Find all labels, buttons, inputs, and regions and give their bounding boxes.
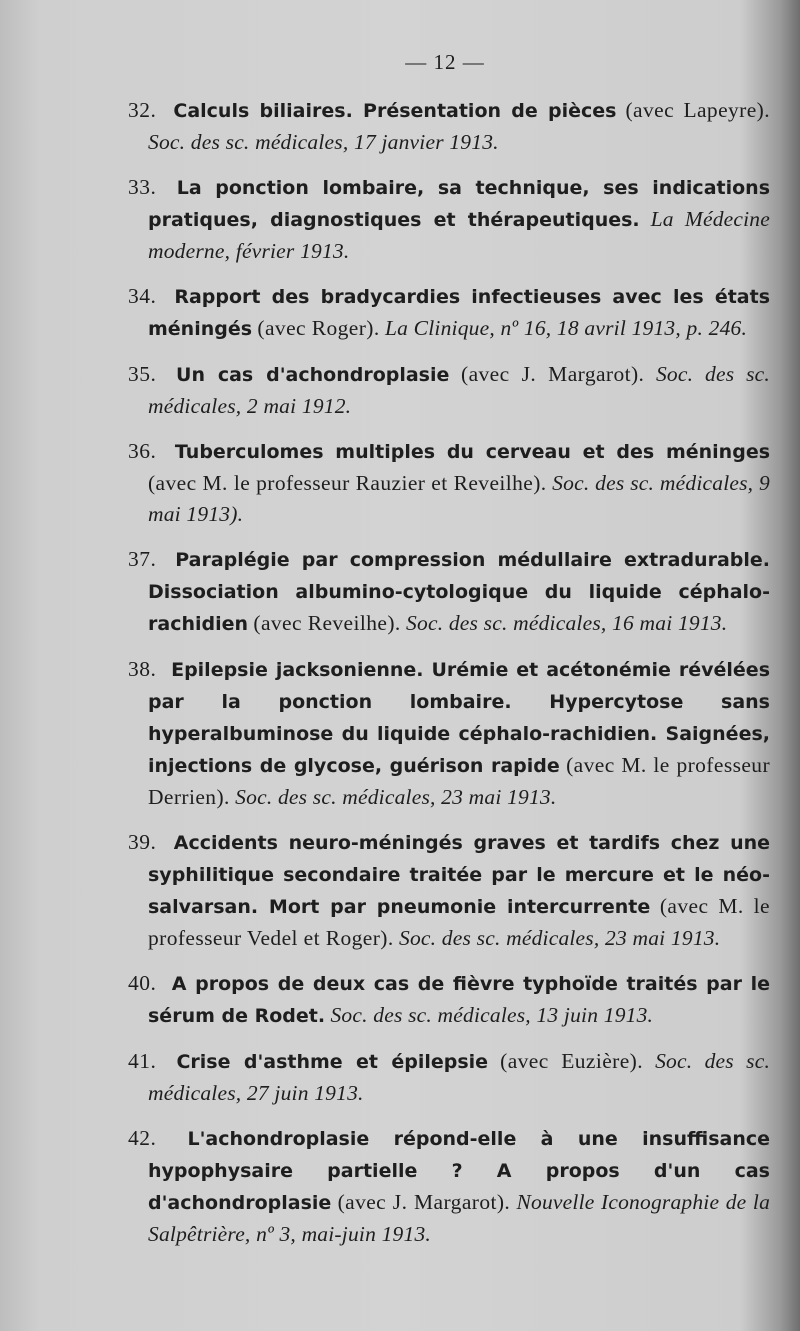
bibliography-entry [128,172,770,267]
entry-title: Epilepsie jacksonienne. Urémie et acétonémie révélées par la ponction lombaire. Hypercytose sans hyperalbuminose du liquide céphalo-rachidien. Saignées, injections de glycose, guérison rapide [148,659,770,777]
entry-title: L'achondroplasie répond-elle à une insuffisance hypophysaire partielle ? A propos d'un cas d'achondroplasie [148,1128,770,1214]
bibliography-entry [128,1046,770,1109]
entry-number: 32. [128,98,157,122]
entry-coauthors: (avec Reveilhe). [253,611,401,635]
entry-source: Soc. des sc. médicales, 13 juin 1913. [330,1003,654,1027]
entry-source: La Clinique, nº 16, 18 avril 1913, p. 246. [385,316,748,340]
entry-number: 42. [128,1126,157,1150]
bibliography-entry [128,436,770,530]
entry-number: 34. [128,284,157,308]
entry-source: Nouvelle Iconographie de la Salpêtrière, nº 3, mai-juin 1913. [148,1190,771,1246]
bibliography-entry [128,281,770,345]
entry-title: A propos de deux cas de fièvre typhoïde traités par le sérum de Rodet. [148,973,770,1027]
entry-title: Rapport des bradycardies infectieuses avec les états méningés [148,286,771,340]
entry-source: Soc. des sc. médicales, 2 mai 1912. [148,362,771,418]
entry-number: 37. [128,547,157,571]
entry-number: 35. [128,362,157,386]
entry-coauthors: (avec Roger). [257,316,380,340]
entry-number: 40. [128,971,157,995]
entry-coauthors: (avec J. Margarot). [337,1190,511,1214]
entry-title: Tuberculomes multiples du cerveau et des méninges [174,441,771,463]
entry-title: Accidents neuro-méningés graves et tardifs chez une syphilitique secondaire traitée par le mercure et le néo-salvarsan. Mort par pneumonie intercurrente [148,832,771,918]
entry-number: 39. [128,830,157,854]
bibliography-entry [128,95,770,158]
bibliography-list [128,95,770,1264]
entry-coauthors: (avec Euzière). [500,1049,643,1073]
entry-title: Calculs biliaires. Présentation de pièces [173,100,617,122]
entry-coauthors: (avec M. le professeur Rauzier et Reveilhe). [148,471,547,495]
entry-number: 38. [128,657,157,681]
entry-source: Soc. des sc. médicales, 27 juin 1913. [148,1049,771,1105]
entry-title: Crise d'asthme et épilepsie [176,1051,489,1073]
entry-title: Un cas d'achondroplasie [176,364,450,386]
entry-number: 41. [128,1049,157,1073]
bibliography-entry [128,544,770,640]
entry-coauthors: (avec Lapeyre). [625,98,771,122]
bibliography-entry [128,968,770,1032]
entry-source: Soc. des sc. médicales, 23 mai 1913. [235,785,557,809]
bibliography-entry [128,827,770,954]
entry-source: Soc. des sc. médicales, 16 mai 1913. [406,611,728,635]
entry-source: Soc. des sc. médicales, 9 mai 1913). [148,471,770,526]
entry-coauthors: (avec M. le professeur Vedel et Roger). [148,894,770,950]
page-number: — 12 — [405,50,485,74]
entry-coauthors: (avec J. Margarot). [461,362,645,386]
bibliography-entry [128,654,770,813]
entry-source: Soc. des sc. médicales, 23 mai 1913. [399,926,721,950]
entry-number: 33. [128,175,157,199]
entry-title: Paraplégie par compression médullaire extradurable. Dissociation albumino-cytologique du liquide céphalo-rachidien [148,549,770,635]
entry-title: La ponction lombaire, sa technique, ses indications pratiques, diagnostiques et thérapeutiques. [148,177,771,231]
bibliography-entry [128,1123,770,1250]
entry-number: 36. [128,439,157,463]
entry-source: Soc. des sc. médicales, 17 janvier 1913. [148,130,499,154]
bibliography-entry [128,359,770,422]
entry-coauthors: (avec M. le professeur Derrien). [148,753,770,809]
entry-source: La Médecine moderne, février 1913. [148,207,771,263]
